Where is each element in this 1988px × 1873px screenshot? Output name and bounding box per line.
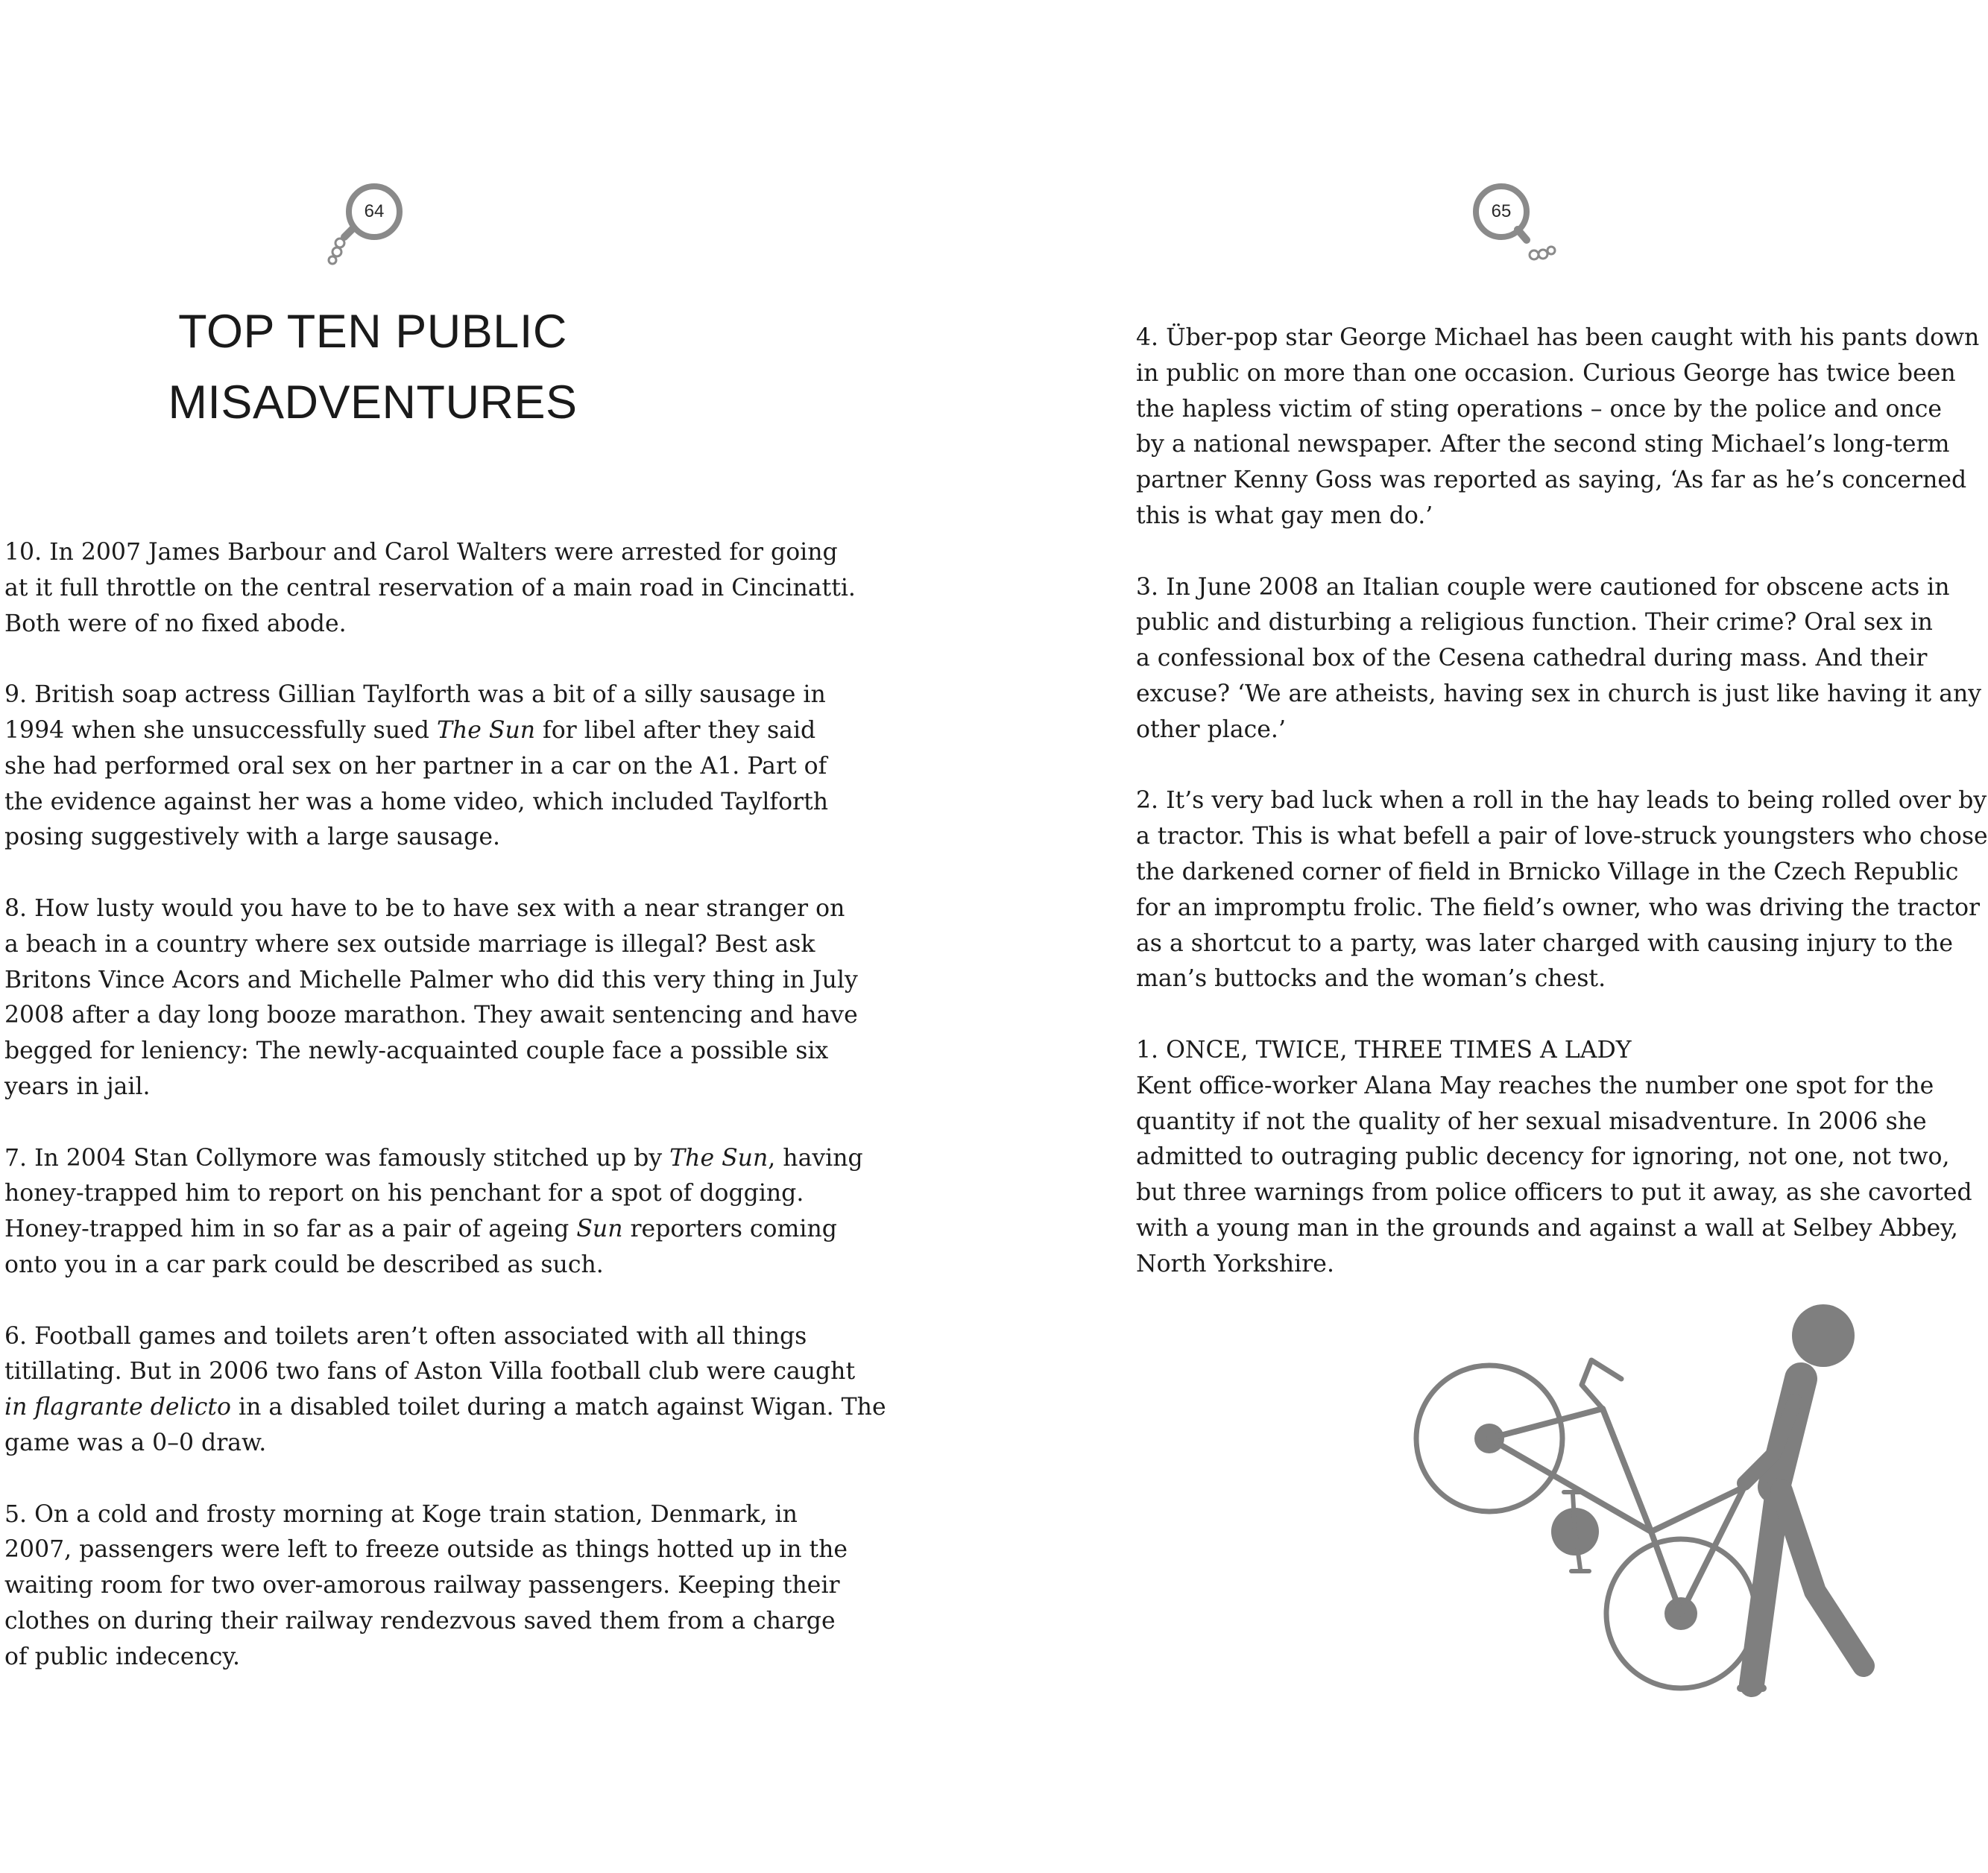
text-segment: 1994 when she unsuccessfully sued (4, 716, 437, 744)
text-line: admitted to outraging public decency for ignoring, not one, not two, (1136, 1143, 1950, 1171)
text-line (4, 1212, 886, 1248)
text-line: she had performed oral sex on her partner in a car on the A1. Part of (4, 752, 827, 780)
page-number: 65 (1491, 201, 1512, 221)
text-line: game was a 0–0 draw. (4, 1429, 267, 1456)
right-text-column (1136, 320, 1988, 1318)
text-segment: in a disabled toilet during a match against Wigan. The (231, 1394, 886, 1421)
text-line: years in jail. (4, 1073, 151, 1100)
text-line: Kent office-worker Alana May reaches the number one spot for the (1136, 1072, 1934, 1099)
list-item (4, 1497, 886, 1675)
text-line: as a shortcut to a party, was later charged with causing injury to the (1136, 929, 1954, 957)
text-line: titillating. But in 2006 two fans of Aston Villa football club were caught (4, 1358, 856, 1386)
text-line: clothes on during their railway rendezvous saved them from a charge (4, 1607, 836, 1634)
text-line: waiting room for two over-amorous railway passengers. Keeping their (4, 1572, 840, 1599)
text-line: of public indecency. (4, 1643, 241, 1670)
text-line: 5. On a cold and frosty morning at Koge train station, Denmark, in (4, 1500, 798, 1528)
list-item (1136, 570, 1988, 748)
page-number: 64 (364, 201, 385, 221)
title-line: TOP TEN PUBLIC (178, 306, 567, 358)
text-line: this is what gay men do.’ (1136, 502, 1433, 529)
text-line: the hapless victim of sting operations – once by the police and once (1136, 395, 1943, 423)
text-line: with a young man in the grounds and against a wall at Selbey Abbey, (1136, 1214, 1958, 1242)
text-line: 8. How lusty would you have to be to have sex with a near stranger on (4, 894, 845, 922)
list-item (4, 677, 886, 856)
list-item (4, 1319, 886, 1462)
list-item (4, 535, 886, 642)
text-segment: Honey-trapped him in so far as a pair of ageing (4, 1216, 577, 1243)
text-line: excuse? ‘We are atheists, having sex in church is just like having it any (1136, 680, 1982, 707)
text-line: posing suggestively with a large sausage. (4, 824, 500, 851)
text-line: 2007, passengers were left to freeze outside as things hotted up in the (4, 1536, 848, 1564)
text-line: partner Kenny Goss was reported as saying, ‘As far as he’s concerned (1136, 467, 1967, 494)
text-segment: , having (768, 1144, 863, 1172)
left-page (0, 0, 936, 1873)
italic-text: The Sun (436, 716, 536, 744)
text-line: but three warnings from police officers to put it away, as she cavorted (1136, 1179, 1972, 1207)
list-item (4, 891, 886, 1105)
list-item (1136, 783, 1988, 997)
text-line: begged for leniency: The newly-acquainted couple face a possible six (4, 1037, 829, 1065)
text-line: public and disturbing a religious function. Their crime? Oral sex in (1136, 609, 1933, 637)
text-line: for an impromptu frolic. The field’s owner, who was driving the tractor (1136, 894, 1981, 921)
text-line: 2. It’s very bad luck when a roll in the hay leads to being rolled over by (1136, 787, 1987, 815)
text-line: the darkened corner of field in Brnicko Village in the Czech Republic (1136, 858, 1959, 885)
text-line: 9. British soap actress Gillian Taylforth was a bit of a silly sausage in (4, 681, 826, 709)
handcuff-icon (315, 183, 404, 265)
text-line: other place.’ (1136, 716, 1286, 743)
text-line: quantity if not the quality of her sexual misadventure. In 2006 she (1136, 1108, 1927, 1135)
text-line: at it full throttle on the central reservation of a main road in Cincinatti. (4, 574, 856, 601)
text-line (4, 1141, 886, 1177)
page-title (149, 297, 596, 438)
text-line: 6. Football games and toilets aren’t often associated with all things (4, 1322, 807, 1350)
text-line: man’s buttocks and the woman’s chest. (1136, 965, 1606, 993)
text-line (4, 1390, 886, 1426)
text-line: honey-trapped him to report on his penchant for a spot of dogging. (4, 1180, 804, 1207)
text-segment: 7. In 2004 Stan Collymore was famously stitched up by (4, 1144, 670, 1172)
text-line: 1. ONCE, TWICE, THREE TIMES A LADY (1136, 1036, 1632, 1064)
text-line (4, 713, 886, 749)
text-line: the evidence against her was a home video, which included Taylforth (4, 788, 829, 815)
text-line: 4. Über-pop star George Michael has been caught with his pants down (1136, 324, 1980, 351)
text-line: a beach in a country where sex outside marriage is illegal? Best ask (4, 930, 815, 958)
text-line: North Yorkshire. (1136, 1250, 1334, 1277)
text-line: in public on more than one occasion. Curious George has twice been (1136, 359, 1956, 387)
title-line: MISADVENTURES (168, 376, 578, 429)
text-line: 2008 after a day long booze marathon. They await sentencing and have (4, 1002, 858, 1029)
text-line: a tractor. This is what befell a pair of love-struck youngsters who chose (1136, 823, 1988, 850)
text-line: Both were of no fixed abode. (4, 610, 347, 637)
list-item (1136, 1033, 1988, 1283)
italic-text: in flagrante delicto (4, 1394, 231, 1421)
text-line: Britons Vince Acors and Michelle Palmer who did this very thing in July (4, 966, 858, 994)
text-line: a confessional box of the Cesena cathedral during mass. And their (1136, 645, 1928, 672)
stick-figure-with-bicycle-illustration (1401, 1297, 1878, 1699)
text-segment: for libel after they said (535, 716, 816, 744)
text-segment: reporters coming (622, 1216, 837, 1243)
left-text-column (4, 535, 886, 1711)
list-item (4, 1141, 886, 1283)
italic-text: The Sun (669, 1144, 769, 1172)
list-item (1136, 320, 1988, 534)
text-line: 10. In 2007 James Barbour and Carol Walters were arrested for going (4, 539, 838, 566)
italic-text: Sun (576, 1216, 623, 1243)
text-line: by a national newspaper. After the second sting Michael’s long-term (1136, 431, 1950, 458)
text-line: 3. In June 2008 an Italian couple were cautioned for obscene acts in (1136, 573, 1950, 601)
handcuff-icon (1471, 183, 1561, 265)
text-line: onto you in a car park could be described as such. (4, 1251, 604, 1278)
